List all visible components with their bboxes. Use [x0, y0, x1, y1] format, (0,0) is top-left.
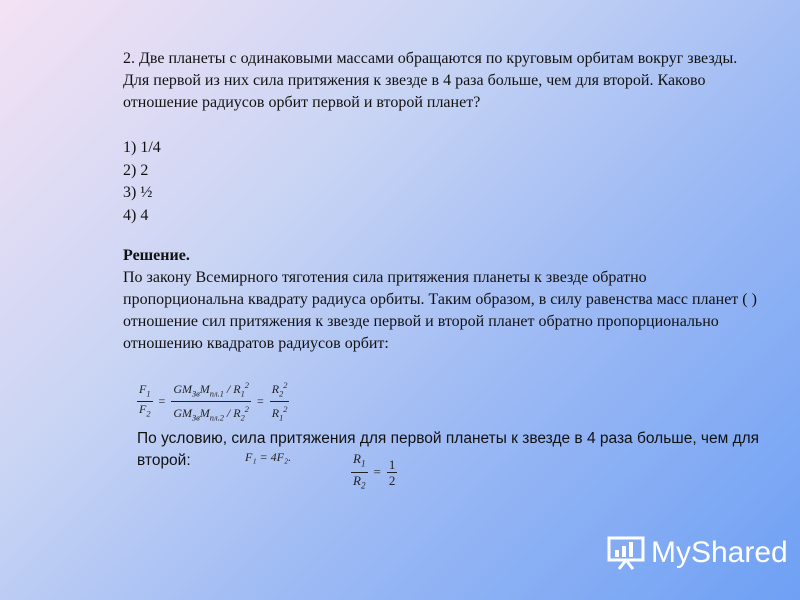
myshared-logo — [607, 536, 788, 570]
equals-sign-2: = — [256, 394, 264, 409]
gravity-fraction: $\frac{GM_{Зв}M_{пл.1} / R_1^2}{GM_{Зв}M_{пл.2} / R_2^2}$ — [171, 378, 251, 426]
half-fraction: $\frac{1}{2}$ — [388, 456, 396, 488]
force-fraction: $\frac{F_1}{F_2}$ — [139, 382, 151, 419]
option-2: 2) 2 — [123, 161, 149, 179]
logo-text: MyShared — [651, 536, 788, 569]
solution-heading: Решение. — [123, 247, 190, 264]
solution-body: По закону Всемирного тяготения сила притяжения планеты к звезде обратно пропорциональна квадрату радиуса орбиты. Таким образом, в силу равенства масс планет ( ) отношение сил притяжения к звезде первой и второй планет обратно пропорционально отношению квадратов радиусов орбит: — [123, 269, 757, 352]
option-3: 3) ½ — [123, 184, 153, 201]
radius-fraction: $\frac{R_2^2}{R_1^2}$ — [270, 378, 290, 426]
equals-sign: = — [158, 394, 166, 409]
answer-formula — [351, 451, 397, 493]
answer-options — [123, 137, 161, 227]
option-1: 1) 1/4 — [123, 139, 161, 156]
force-ratio-formula — [137, 378, 289, 426]
condition-formula: F₁ = 4F₂. — [245, 450, 292, 464]
option-4: 4) 4 — [123, 206, 149, 224]
problem-statement: 2. Две планеты с одинаковыми массами обращаются по круговым орбитам вокруг звезды. Для первой из них сила притяжения к звезде в 4 раза больше, чем для второй. Каково отношение радиусов орбит первой и второй планет? — [123, 50, 738, 111]
presentation-board-icon — [607, 536, 645, 570]
equals-sign-3: = — [373, 464, 381, 480]
condition-text: По условию, сила притяжения для первой планеты к звезде в 4 раза больше, чем для второй: — [137, 430, 760, 469]
radius-ratio-fraction: $\frac{R_1}{R_2}$ — [353, 451, 366, 491]
